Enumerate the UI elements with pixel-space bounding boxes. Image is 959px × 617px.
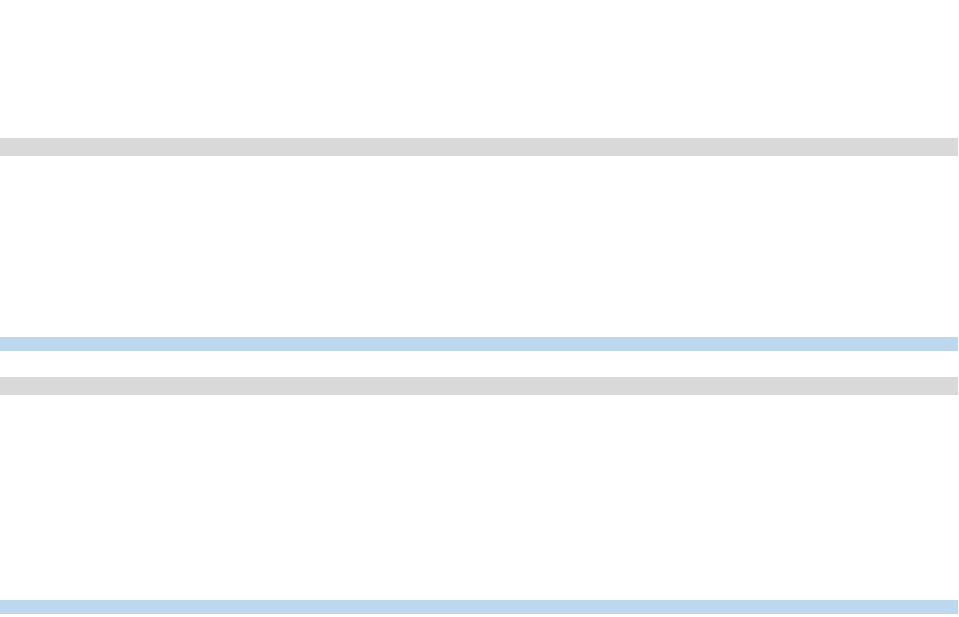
program1-col-header-2: [120, 244, 255, 314]
program1-col-header-10: [840, 244, 958, 314]
program1-title: [0, 138, 958, 156]
program2-title: [0, 377, 958, 395]
program1-col-header-7: [572, 244, 663, 314]
program1-col-header-5: [410, 244, 487, 314]
program1-total-row: [0, 337, 958, 351]
program2-total-row: [0, 600, 958, 614]
program1-col-header-8: [663, 244, 740, 314]
program1-col-header-6: [487, 244, 572, 314]
program1-col-header-4: [333, 244, 410, 314]
program1-col-header-9: [740, 244, 840, 314]
program1-col-header-3: [255, 244, 333, 314]
